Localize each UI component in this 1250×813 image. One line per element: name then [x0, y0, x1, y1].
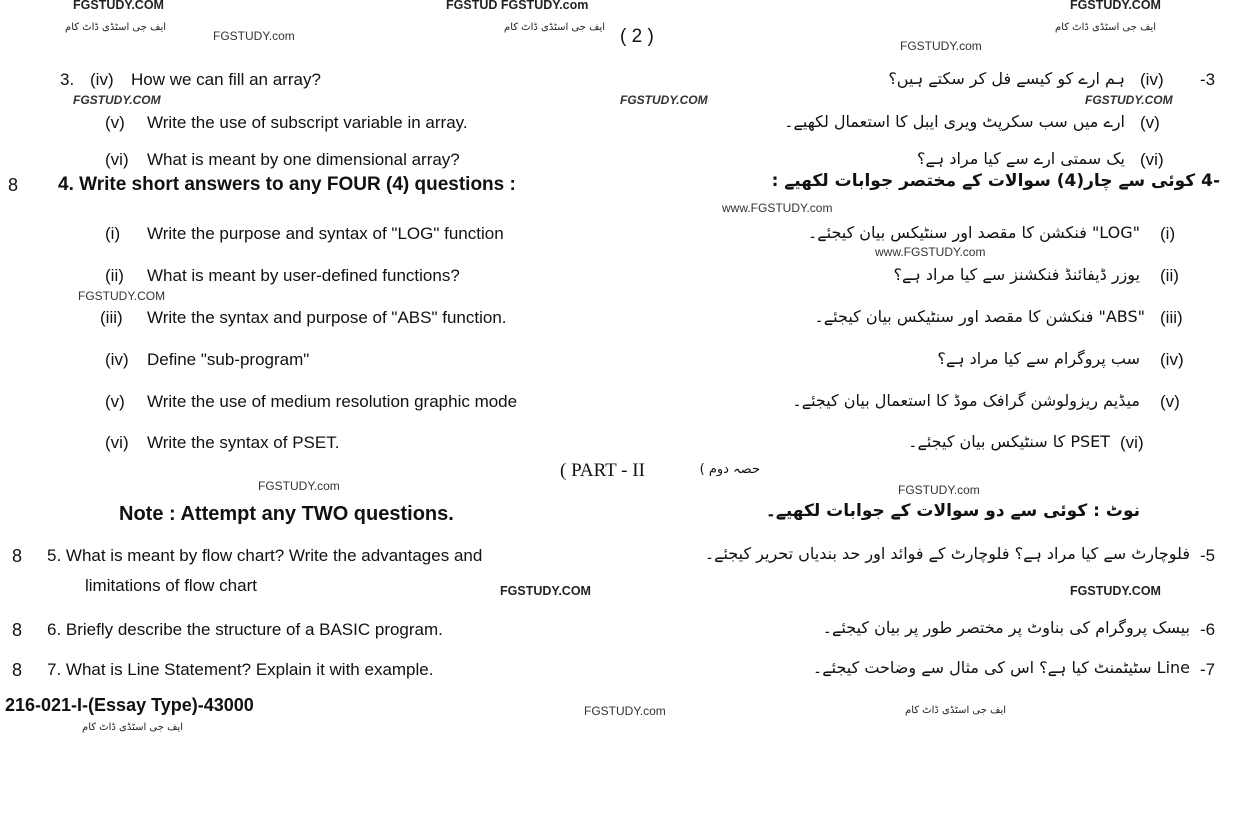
watermark: www.FGSTUDY.com [722, 201, 833, 215]
item-label: (vi) [1120, 433, 1144, 452]
question-text: Write the syntax of PSET. [147, 433, 340, 452]
watermark: FGSTUDY.COM [78, 289, 166, 303]
question-text: Write the purpose and syntax of "LOG" function [147, 224, 504, 243]
marks: 8 [8, 175, 19, 195]
section-heading-urdu: -4 کوئی سے چار(4) سوالات کے مختصر جوابات لکھیے : [771, 171, 1220, 191]
question-text: limitations of flow chart [85, 576, 257, 595]
item-label: (iv) [105, 350, 129, 369]
item-label: (iv) [90, 70, 114, 89]
item-label: (ii) [1160, 266, 1179, 285]
question-text: Write the syntax and purpose of "ABS" function. [147, 308, 507, 327]
question-text: How we can fill an array? [131, 70, 321, 89]
question-text: 6. Briefly describe the structure of a BASIC program. [47, 620, 443, 639]
question-number-urdu: -6 [1200, 620, 1216, 639]
part-heading: ( PART - II [560, 460, 645, 481]
item-label: (i) [1160, 224, 1176, 243]
watermark: FGSTUDY.COM [73, 93, 161, 107]
question-text: Write the use of medium resolution graphic mode [147, 392, 518, 411]
page-number: ( 2 ) [620, 26, 654, 47]
item-label: (vi) [105, 433, 129, 452]
marks: 8 [12, 546, 23, 566]
marks: 8 [12, 620, 23, 640]
question-text: 5. What is meant by flow chart? Write the advantages and [47, 546, 483, 565]
watermark: FGSTUD FGSTUDY.com [446, 0, 589, 12]
question-number-urdu: -5 [1200, 546, 1216, 565]
watermark: FGSTUDY.COM [1070, 584, 1161, 598]
item-label: (iv) [1140, 70, 1164, 89]
watermark-urdu: ایف جی اسٹڈی ڈاٹ کام [65, 22, 167, 33]
paper-code: 216-021-I-(Essay Type)-43000 [5, 695, 254, 715]
question-number-urdu: -3 [1200, 70, 1216, 89]
section-heading: 4. Write short answers to any FOUR (4) questions : [58, 174, 516, 195]
item-label: (iii) [1160, 308, 1183, 327]
watermark-urdu: ایف جی اسٹڈی ڈاٹ کام [905, 705, 1007, 716]
item-label: (vi) [1140, 150, 1164, 169]
question-text-urdu: بیسک پروگرام کی بناوٹ پر مختصر طور پر بیان کیجئے۔ [822, 618, 1190, 637]
question-text-urdu: یک سمتی ارے سے کیا مراد ہے؟ [917, 149, 1125, 168]
item-label: (v) [105, 113, 125, 132]
item-label: (iii) [100, 308, 123, 327]
part-heading-urdu: حصہ دوم ) [699, 462, 760, 477]
item-label: (iv) [1160, 350, 1184, 369]
watermark: FGSTUDY.com [213, 29, 295, 43]
watermark: FGSTUDY.COM [73, 0, 164, 12]
question-text: 7. What is Line Statement? Explain it with example. [47, 660, 434, 679]
item-label: (v) [1160, 392, 1180, 411]
watermark: FGSTUDY.com [584, 704, 666, 718]
question-text: What is meant by user-defined functions? [147, 266, 460, 285]
note-heading: Note : Attempt any TWO questions. [119, 503, 454, 525]
item-label: (i) [105, 224, 121, 243]
watermark: www.FGSTUDY.com [875, 245, 986, 259]
question-text-urdu: میڈیم ریزولوشن گرافک موڈ کا استعمال بیان کیجئے۔ [792, 391, 1140, 410]
watermark-urdu: ایف جی اسٹڈی ڈاٹ کام [1055, 22, 1157, 33]
question-text-urdu: PSET کا سنٹیکس بیان کیجئے۔ [908, 432, 1110, 451]
item-label: (vi) [105, 150, 129, 169]
question-text-urdu: Line سٹیٹمنٹ کیا ہے؟ اس کی مثال سے وضاحت کیجئے۔ [812, 658, 1190, 677]
item-label: (ii) [105, 266, 124, 285]
watermark: FGSTUDY.com [898, 483, 980, 497]
question-text-urdu: یوزر ڈیفائنڈ فنکشنز سے کیا مراد ہے؟ [893, 265, 1140, 284]
question-text-urdu: ارے میں سب سکرپٹ ویری ایبل کا استعمال لکھیے۔ [784, 112, 1125, 131]
question-number-urdu: -7 [1200, 660, 1216, 679]
watermark: FGSTUDY.COM [500, 584, 591, 598]
question-text-urdu: "ABS" فنکشن کا مقصد اور سنٹیکس بیان کیجئے۔ [814, 307, 1145, 326]
watermark: FGSTUDY.COM [1085, 93, 1173, 107]
question-text-urdu: سب پروگرام سے کیا مراد ہے؟ [937, 349, 1140, 368]
watermark: FGSTUDY.COM [620, 93, 708, 107]
question-text: What is meant by one dimensional array? [147, 150, 460, 169]
watermark: FGSTUDY.com [900, 39, 982, 53]
watermark: FGSTUDY.com [258, 479, 340, 493]
item-label: (v) [105, 392, 125, 411]
question-text-urdu: فلوچارٹ سے کیا مراد ہے؟ فلوچارٹ کے فوائد اور حد بندیاں تحریر کیجئے۔ [704, 544, 1190, 563]
note-heading-urdu: نوٹ : کوئی سے دو سوالات کے جوابات لکھیے۔ [765, 501, 1140, 521]
watermark-urdu: ایف جی اسٹڈی ڈاٹ کام [82, 722, 184, 733]
watermark: FGSTUDY.COM [1070, 0, 1161, 12]
item-label: (v) [1140, 113, 1160, 132]
question-text: Write the use of subscript variable in array. [147, 113, 468, 132]
question-text: Define "sub-program" [147, 350, 310, 369]
question-text-urdu: ہم ارے کو کیسے فل کر سکتے ہیں؟ [888, 69, 1125, 88]
question-text-urdu: "LOG" فنکشن کا مقصد اور سنٹیکس بیان کیجئے۔ [807, 223, 1140, 242]
marks: 8 [12, 660, 23, 680]
watermark-urdu: ایف جی اسٹڈی ڈاٹ کام [504, 22, 606, 33]
question-number: 3. [60, 70, 75, 89]
